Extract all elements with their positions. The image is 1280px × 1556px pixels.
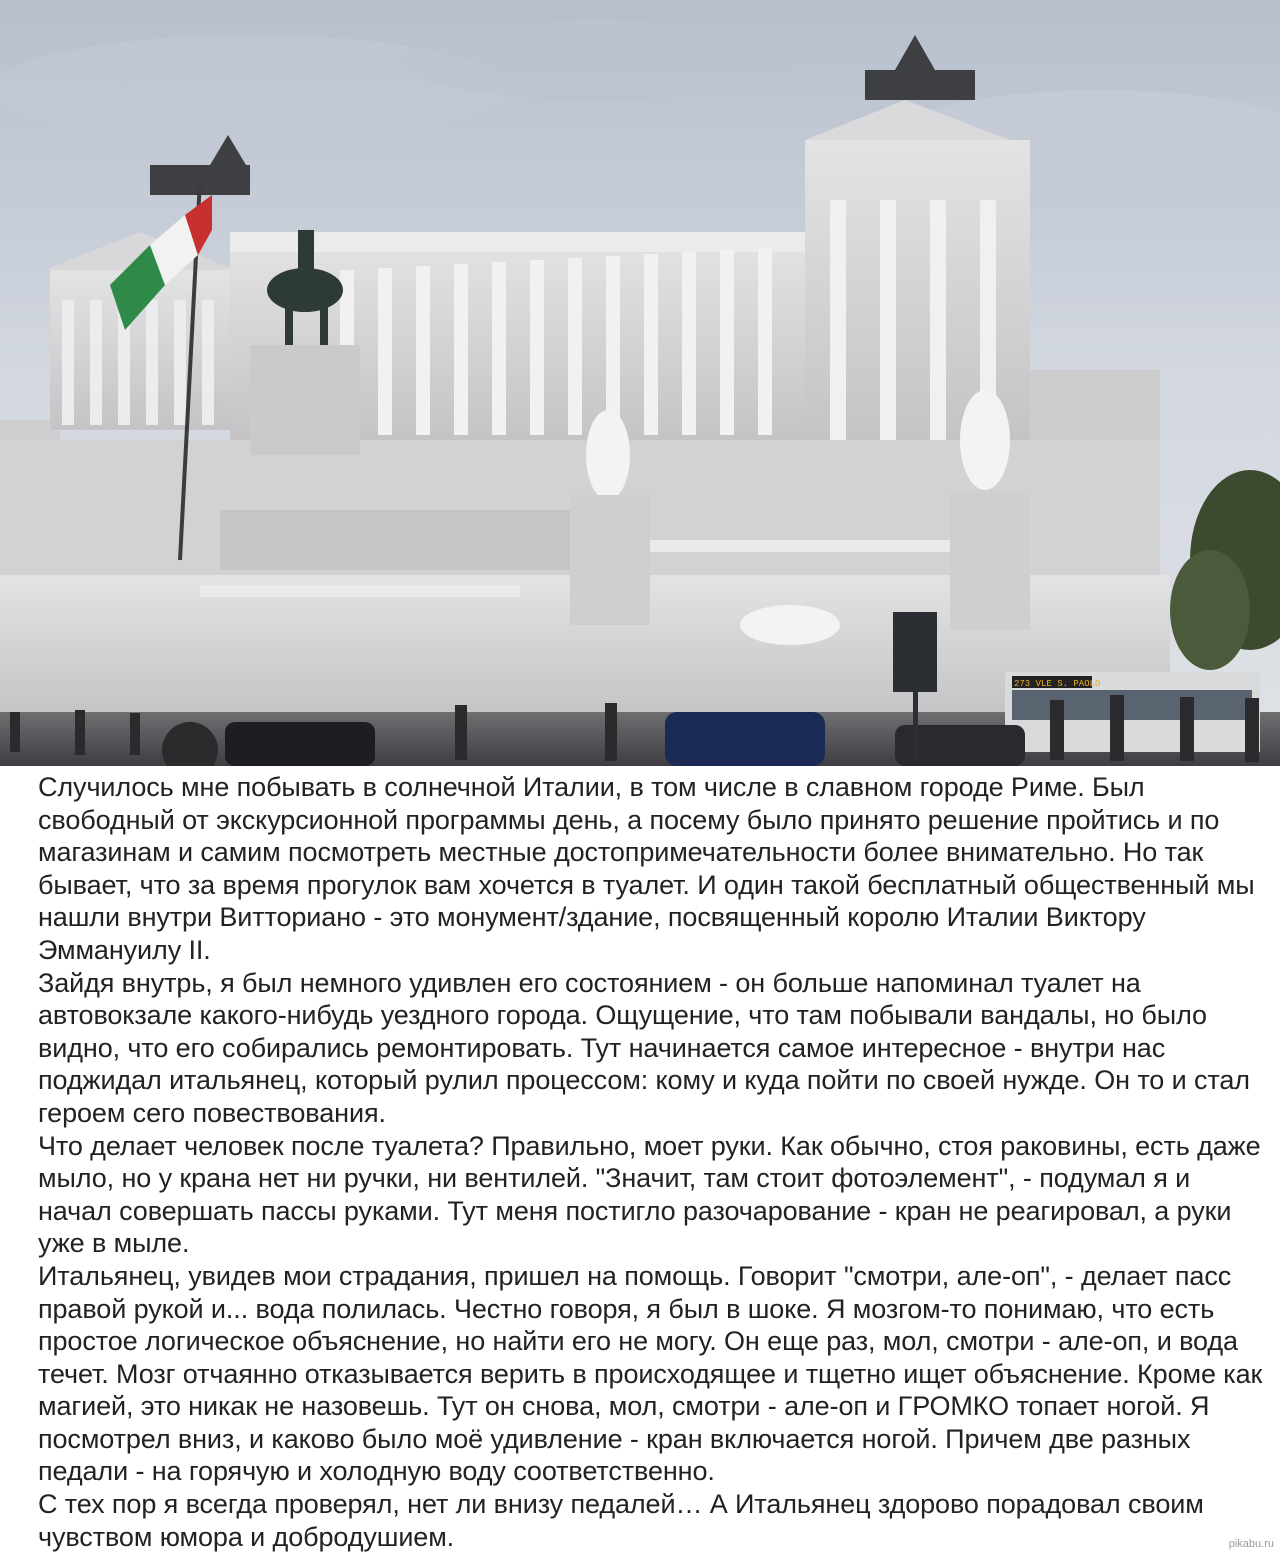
- vittoriano-photo: [0, 0, 1280, 766]
- photo-illustration: [0, 0, 1280, 766]
- story-paragraph: Что делает человек после туалета? Правильно, моет руки. Как обычно, стоя раковины, есть даже мыло, но у крана нет ни ручки, ни вентилей. "Значит, там стоит фотоэлемент", - подумал я и начал совершать пассы руками. Тут меня постигло разочарование - кран не реагировал, а руки уже в мыле.: [38, 1130, 1261, 1259]
- story-paragraph: Случилось мне побывать в солнечной Италии, в том числе в славном городе Риме. Был свободный от экскурсионной программы день, а посему было принято решение пройтись и по магазинам и самим посмотреть местные достопримечательности более внимательно. Но так бывает, что за время прогулок вам хочется в туалет. И один такой бесплатный общественный мы нашли внутри Витториано - это монумент/здание, посвященный королю Италии Виктору Эммануилу II.: [38, 772, 1255, 965]
- story-paragraph: С тех пор я всегда проверял, нет ли внизу педалей… А Итальянец здорово порадовал своим чувством юмора и добродушием.: [38, 1489, 1204, 1552]
- story-paragraph: Зайдя внутрь, я был немного удивлен его состоянием - он больше напоминал туалет на автовокзале какого-нибудь уездного города. Ощущение, что там побывали вандалы, но было видно, что его собирались ремонтировать. Тут начинается самое интересное - внутри нас поджидал итальянец, который рулил процессом: кому и куда пойти по своей нужде. Он то и стал героем сего повествования.: [38, 967, 1250, 1128]
- city-bus: [1005, 672, 1260, 752]
- story-text: [38, 771, 1268, 1553]
- svg-text:273 VLE S. PAOLO: 273 VLE S. PAOLO: [1014, 679, 1101, 689]
- pikabu-watermark: pikabu.ru: [1228, 1538, 1274, 1550]
- story-paragraph: Итальянец, увидев мои страдания, пришел на помощь. Говорит "смотри, але-оп", - делает пасс правой рукой и... вода полилась. Честно говоря, я был в шоке. Я мозгом-то понимаю, что есть простое логическое объяснение, но найти его не могу. Он еще раз, мол, смотри - але-оп, и вода течет. Мозг отчаянно отказывается верить в происходящее и тщетно ищет объяснение. Кроме как магией, это никак не назовешь. Тут он снова, мол, смотри - але-оп и ГРОМКО топает ногой. Я посмотрел вниз, и каково было моё удивление - кран включается ногой. Причем две разных педали - на горячую и холодную воду соответственно.: [38, 1260, 1263, 1487]
